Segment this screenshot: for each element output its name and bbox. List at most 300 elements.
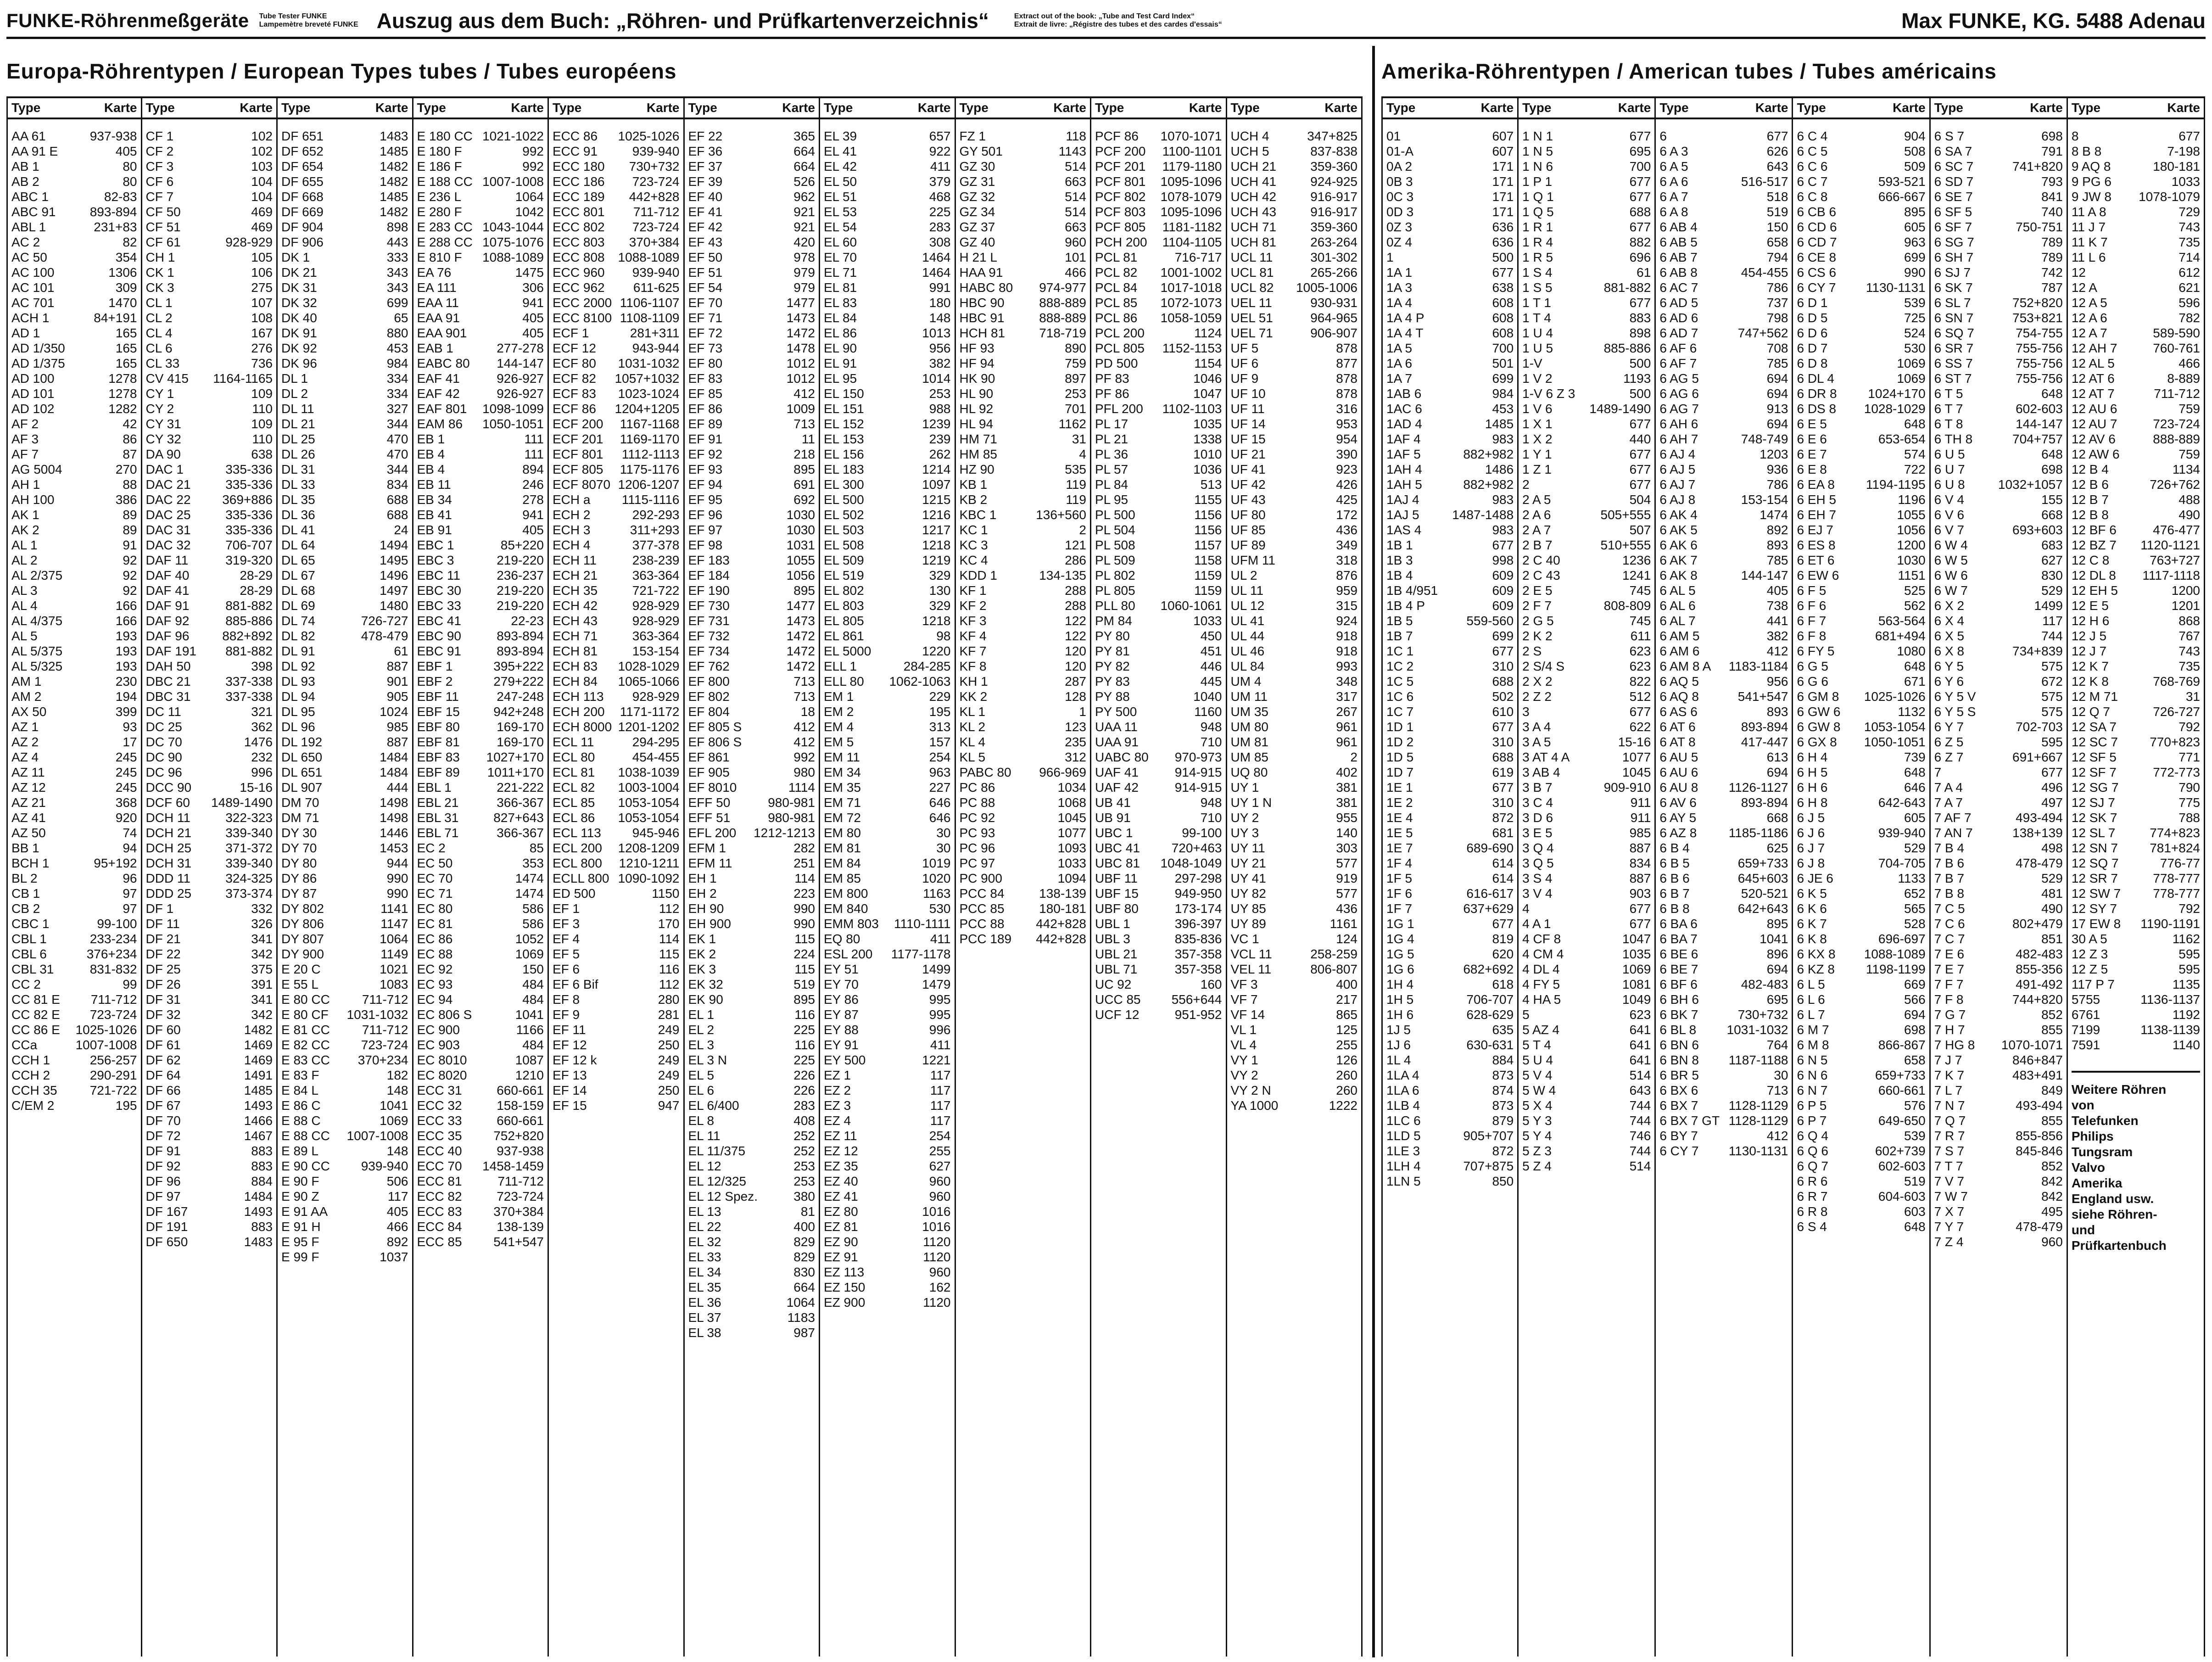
tube-type: EL 38	[688, 1326, 721, 1340]
tube-type: 1H 6	[1386, 1007, 1414, 1022]
test-card-number: 371-372	[225, 841, 273, 855]
test-card-number: 808-809	[1603, 599, 1651, 613]
test-card-number: 1048-1049	[1160, 856, 1222, 870]
test-card-number: 398	[251, 659, 273, 673]
tube-row	[281, 310, 408, 325]
tube-row	[688, 795, 816, 810]
tube-type: PL 57	[1095, 462, 1128, 476]
tube-row	[1386, 916, 1514, 931]
tube-row	[1797, 780, 1925, 795]
tube-type: KL 4	[959, 735, 986, 749]
test-card-number: 962	[793, 190, 815, 204]
tube-type: 6 T 8	[1934, 417, 1963, 431]
tube-type: 1 T 4	[1522, 311, 1551, 325]
test-card-number: 744	[1629, 1144, 1651, 1158]
tube-row	[11, 522, 137, 537]
test-card-number: 866-867	[1878, 1038, 1926, 1052]
tube-row	[146, 250, 273, 265]
tube-row	[1797, 341, 1925, 356]
tube-type: UF 11	[1230, 402, 1265, 416]
tube-type: 12 AT 6	[2071, 371, 2115, 386]
test-card-number: 1200	[1897, 538, 1926, 552]
test-card-number: 1171-1172	[620, 705, 680, 719]
test-card-number: 24	[394, 523, 408, 537]
tube-type: EL 22	[688, 1220, 721, 1234]
tube-row	[146, 674, 273, 689]
test-card-number: 646	[1904, 780, 1926, 795]
tube-type: PCL 85	[1095, 296, 1138, 310]
europe-column	[1091, 96, 1227, 1656]
tube-type: EF 40	[688, 190, 723, 204]
test-card-number: 278	[522, 492, 544, 507]
test-card-number: 1120	[923, 1295, 951, 1309]
test-card-number: 928-929	[632, 689, 680, 704]
tube-row	[1934, 1158, 2063, 1174]
tube-row	[1797, 553, 1925, 568]
test-card-number: 481	[2041, 886, 2063, 901]
tube-type: DF 31	[145, 992, 181, 1007]
tube-row	[1095, 871, 1222, 886]
tube-type: E 283 CC	[417, 220, 473, 234]
tube-type: DF 26	[145, 977, 181, 991]
test-card-number: 1072-1073	[1160, 296, 1222, 310]
tube-type: E 80 CC	[281, 992, 330, 1007]
tube-row	[417, 750, 544, 765]
tube-type: EF 861	[688, 750, 730, 764]
tube-row	[1659, 795, 1788, 810]
tube-type: 5 AZ 4	[1522, 1023, 1560, 1037]
tube-type: AC 50	[11, 250, 47, 264]
test-card-number: 961	[1336, 735, 1357, 749]
test-card-number: 1083	[380, 977, 408, 991]
tube-row	[1797, 477, 1925, 492]
tube-row	[1386, 1128, 1514, 1143]
tube-type: AD 101	[11, 386, 55, 401]
tube-row	[1659, 734, 1788, 750]
tube-row	[146, 644, 273, 659]
tube-type: DAF 92	[145, 614, 190, 628]
tube-row	[1659, 810, 1788, 825]
column-header	[1519, 96, 1654, 119]
test-card-number: 1193	[1623, 371, 1651, 386]
test-card-number: 1483	[380, 129, 408, 143]
tube-row	[1797, 946, 1925, 962]
note-line: Prüfkartenbuch	[2071, 1238, 2167, 1253]
test-card-number: 1021-1022	[482, 129, 544, 143]
tube-type: ECF 80	[553, 356, 596, 370]
tube-type: 12 J 7	[2071, 644, 2107, 658]
test-card-number: 369+886	[222, 492, 273, 507]
test-card-number: 603	[1904, 1204, 1926, 1219]
tube-row	[146, 1234, 273, 1249]
tube-row	[417, 1068, 544, 1083]
test-card-number: 235	[1065, 735, 1086, 749]
tube-type: E 83 F	[281, 1068, 319, 1082]
tube-row	[824, 492, 951, 507]
test-card-number: 224	[793, 947, 815, 961]
test-card-number: 921	[793, 205, 815, 219]
test-card-number: 315	[1336, 599, 1357, 613]
tube-type: DC 90	[145, 750, 182, 764]
test-card-number: 1035	[1622, 947, 1651, 961]
tube-row	[1522, 477, 1651, 492]
tube-type: CCH 1	[11, 1053, 50, 1067]
tube-row	[1386, 204, 1514, 219]
tube-row	[2072, 280, 2200, 295]
tube-type: DY 30	[281, 826, 317, 840]
tube-type: 1B 4/951	[1386, 583, 1438, 598]
tube-row	[281, 598, 408, 613]
tube-row	[281, 174, 408, 189]
tube-type: PL 805	[1095, 583, 1135, 598]
tube-row	[417, 553, 544, 568]
tube-row	[1522, 507, 1651, 522]
tube-type: CY 32	[145, 432, 181, 446]
tube-row	[1231, 507, 1358, 522]
test-card-number: 793	[2041, 174, 2063, 189]
tube-row	[960, 674, 1087, 689]
test-card-number: 1192	[2172, 1007, 2200, 1022]
tube-type: PC 900	[959, 871, 1002, 885]
test-card-number: 255	[929, 1144, 951, 1158]
tube-row	[1095, 401, 1222, 416]
tube-type: 6 C 8	[1797, 190, 1828, 204]
tube-type: DF 668	[281, 190, 324, 204]
tube-row	[146, 356, 273, 371]
test-card-number: 1477	[786, 296, 815, 310]
tube-type: EL 153	[824, 432, 864, 446]
tube-row	[1797, 235, 1925, 250]
tube-type: 1H 5	[1386, 992, 1414, 1007]
test-card-number: 939-940	[632, 144, 680, 158]
tube-type: UBL 71	[1095, 962, 1138, 976]
test-card-number: 1024	[380, 705, 408, 719]
page-header	[6, 5, 2206, 39]
test-card-number: 417-447	[1741, 735, 1788, 749]
tube-row	[1934, 1083, 2063, 1098]
tube-type: UCH 4	[1230, 129, 1269, 143]
tube-row	[1095, 568, 1222, 583]
tube-type: PL 17	[1095, 417, 1128, 431]
tube-row	[1522, 856, 1651, 871]
tube-row	[1231, 356, 1358, 371]
tube-type: 5 T 4	[1522, 1038, 1551, 1052]
tube-type: 1 X 2	[1522, 432, 1553, 446]
tube-row	[417, 477, 544, 492]
tube-row	[11, 613, 137, 628]
tube-type: 6 AM 8 A	[1659, 659, 1711, 673]
test-card-number: 688	[1629, 205, 1651, 219]
tube-row	[417, 962, 544, 977]
tube-row	[11, 750, 137, 765]
tube-type: 6 BA 6	[1659, 917, 1698, 931]
tube-type: EC 80	[417, 901, 453, 916]
tube-type: 6 AJ 4	[1659, 447, 1696, 461]
test-card-number: 979	[793, 265, 815, 280]
test-card-number: 960	[2041, 1235, 2063, 1249]
test-card-number: 937-938	[89, 129, 137, 143]
test-card-number: 895	[1904, 205, 1926, 219]
test-card-number: 539	[1904, 1129, 1926, 1143]
test-card-number: 613	[1766, 750, 1788, 764]
test-card-number: 763+727	[2150, 553, 2200, 567]
tube-type: 1C 7	[1386, 705, 1414, 719]
tube-row	[688, 704, 816, 719]
test-card-number: 1486	[1485, 462, 1514, 476]
test-card-number: 985	[1629, 826, 1651, 840]
tube-type: EBF 11	[417, 689, 459, 704]
tube-row	[824, 295, 951, 310]
tube-type: 7 HG 8	[1934, 1038, 1975, 1052]
tube-type: 6 TH 8	[1934, 432, 1973, 446]
tube-type: 6 F 6	[1797, 599, 1827, 613]
tube-type: AM 2	[11, 689, 42, 704]
test-card-number: 363-364	[632, 629, 680, 643]
tube-type: EM 800	[824, 886, 868, 901]
test-card-number: 436	[1336, 523, 1357, 537]
tube-type: 12 AW 6	[2071, 447, 2120, 461]
test-card-number: 539	[1904, 296, 1926, 310]
tube-row	[688, 219, 816, 235]
test-card-number: 440	[1629, 432, 1651, 446]
tube-row	[1797, 1022, 1925, 1037]
tube-row	[11, 507, 137, 522]
tube-row	[1386, 644, 1514, 659]
tube-type: EL 81	[824, 280, 857, 295]
test-card-number: 901	[386, 674, 408, 688]
tube-type: PC 92	[959, 811, 995, 825]
test-card-number: 659+733	[1875, 1068, 1926, 1082]
note-line: Tungsram	[2071, 1145, 2133, 1159]
america-column	[2068, 96, 2205, 1656]
tube-row	[553, 401, 680, 416]
tube-type: 6 S 7	[1934, 129, 1965, 143]
tube-row	[1095, 765, 1222, 780]
test-card-number: 4	[1079, 447, 1086, 461]
tube-row	[1659, 462, 1788, 477]
tube-row	[1095, 886, 1222, 901]
tube-row	[11, 992, 137, 1007]
test-card-number: 995	[929, 1007, 951, 1022]
tube-row	[1522, 537, 1651, 553]
test-card-number: 116	[659, 962, 680, 976]
tube-type: 7 C 7	[1934, 932, 1965, 946]
test-card-number: 303	[1336, 841, 1357, 855]
tube-row	[1231, 174, 1358, 189]
tube-type: 6 SE 7	[1934, 190, 1973, 204]
europe-column	[6, 96, 142, 1656]
test-card-number: 623	[1629, 659, 1651, 673]
test-card-number: 827+643	[493, 811, 544, 825]
tube-type: UEL 71	[1230, 326, 1273, 340]
test-card-number: 898	[1629, 326, 1651, 340]
tube-type: GZ 34	[959, 205, 995, 219]
test-card-number: 991	[929, 280, 951, 295]
tube-row	[1386, 689, 1514, 704]
test-card-number: 1097	[922, 477, 951, 492]
test-card-number: 115	[794, 932, 815, 946]
tube-row	[824, 659, 951, 674]
test-card-number: 1007-1008	[482, 174, 544, 189]
tube-row	[1797, 977, 1925, 992]
test-card-number: 575	[2041, 689, 2063, 704]
test-card-number: 736	[251, 356, 273, 370]
tube-row	[281, 401, 408, 416]
tube-row	[11, 810, 137, 825]
test-card-number: 681	[1492, 826, 1514, 840]
tube-row	[960, 280, 1087, 295]
test-card-number: 1210-1211	[619, 856, 680, 870]
tube-type: 12 BZ 7	[2071, 538, 2117, 552]
test-card-number: 879	[1492, 1114, 1514, 1128]
tube-type: PD 500	[1095, 356, 1138, 370]
tube-row	[281, 1037, 408, 1052]
tube-row	[281, 447, 408, 462]
tube-type: UF 5	[1230, 341, 1259, 355]
tube-row	[960, 750, 1087, 765]
tube-row	[2072, 265, 2200, 280]
test-card-number: 382	[1766, 629, 1788, 643]
tube-row	[417, 840, 544, 856]
test-card-number: 648	[1904, 417, 1926, 431]
tube-list	[417, 129, 544, 1249]
tube-row	[824, 280, 951, 295]
tube-row	[146, 553, 273, 568]
test-card-number: 442+828	[629, 190, 680, 204]
tube-row	[688, 553, 816, 568]
tube-type: EAA 901	[417, 326, 467, 340]
tube-type: UY 1	[1230, 780, 1259, 795]
tube-row	[146, 492, 273, 507]
tube-row	[1797, 719, 1925, 734]
tube-row	[1659, 1143, 1788, 1158]
test-card-number: 412	[1766, 1129, 1788, 1143]
tube-row	[417, 977, 544, 992]
tube-list	[1231, 129, 1358, 1113]
tube-type: 6 K 6	[1797, 901, 1827, 916]
tube-row	[824, 1158, 951, 1174]
test-card-number: 677	[1629, 477, 1651, 492]
tube-row	[1231, 1007, 1358, 1022]
test-card-number: 893-894	[89, 205, 137, 219]
tube-type: KF 1	[959, 583, 987, 598]
test-card-number: 1203	[1760, 447, 1788, 461]
tube-row	[553, 977, 680, 992]
tube-row	[146, 1083, 273, 1098]
note-line: von	[2071, 1098, 2095, 1112]
tube-type: 6 SR 7	[1934, 341, 1974, 355]
test-card-number: 677	[1629, 417, 1651, 431]
test-card-number: 1069	[1622, 962, 1651, 976]
test-card-number: 442+828	[1036, 917, 1086, 931]
tube-row	[960, 598, 1087, 613]
tube-row	[146, 780, 273, 795]
tube-type: DL 25	[281, 432, 315, 446]
tube-row	[824, 219, 951, 235]
tube-type: DF 97	[145, 1189, 181, 1203]
test-card-number: 405	[386, 1204, 408, 1219]
test-card-number: 111	[524, 447, 544, 461]
tube-type: 6 AK 5	[1659, 523, 1698, 537]
tube-row	[1231, 977, 1358, 992]
test-card-number: 637+629	[1463, 901, 1514, 916]
tube-row	[1386, 522, 1514, 537]
tube-row	[11, 219, 137, 235]
tube-type: AZ 1	[11, 720, 39, 734]
tube-type: EL 83	[824, 296, 857, 310]
test-card-number: 1201	[2171, 599, 2200, 613]
tube-type: 6 K 7	[1797, 917, 1827, 931]
tube-row	[688, 1037, 816, 1052]
tube-type: EBL 1	[417, 780, 452, 795]
tube-type: DAF 11	[145, 553, 189, 567]
test-card-number: 514	[1629, 1159, 1651, 1173]
tube-type: EC 2	[417, 841, 446, 855]
test-card-number: 887	[1629, 871, 1651, 885]
tube-type: 9 AQ 8	[2071, 159, 2111, 173]
tube-row	[960, 341, 1087, 356]
test-card-number: 180-181	[2153, 159, 2200, 173]
tube-type: ECC 808	[553, 250, 605, 264]
tube-type: KF 2	[959, 599, 987, 613]
tube-type: 6 C 7	[1797, 174, 1828, 189]
test-card-number: 1130-1131	[1866, 280, 1926, 295]
tube-type: HL 92	[959, 402, 994, 416]
tube-type: ECL 85	[553, 795, 595, 810]
tube-row	[1522, 1098, 1651, 1113]
tube-type: UEL 11	[1230, 296, 1272, 310]
tube-row	[2072, 931, 2200, 946]
test-card-number: 317	[1336, 689, 1357, 704]
test-card-number: 1196	[1898, 492, 1926, 507]
tube-row	[1386, 129, 1514, 144]
tube-row	[417, 644, 544, 659]
tube-row	[11, 1007, 137, 1022]
tube-type: ECC 35	[417, 1129, 462, 1143]
test-card-number: 911	[1630, 811, 1651, 825]
test-card-number: 1241	[1622, 568, 1651, 582]
tube-row	[1386, 477, 1514, 492]
tube-type: DY 806	[281, 917, 324, 931]
test-card-number: 1055	[1897, 508, 1926, 522]
test-card-number: 660-661	[497, 1114, 544, 1128]
tube-type: EZ 1	[824, 1068, 851, 1082]
tube-type: 6 BY 7	[1659, 1129, 1698, 1143]
tube-type: PF 86	[1095, 386, 1129, 401]
test-card-number: 1159	[1194, 583, 1222, 598]
tube-row	[11, 659, 137, 674]
tube-type: 6 JE 6	[1797, 871, 1833, 885]
test-card-number: 468	[929, 190, 951, 204]
tube-row	[688, 492, 816, 507]
tube-row	[417, 795, 544, 810]
test-card-number: 988	[929, 402, 951, 416]
test-card-number: 541+547	[1737, 689, 1788, 704]
test-card-number: 881-882	[225, 644, 273, 658]
test-card-number: 752+820	[2012, 296, 2063, 310]
test-card-number: 380	[793, 1189, 815, 1203]
test-card-number: 231+83	[94, 220, 137, 234]
tube-type: DC 25	[145, 720, 182, 734]
tube-row	[824, 840, 951, 856]
test-card-number: 86	[123, 432, 137, 446]
tube-row	[417, 825, 544, 840]
test-card-number: 333	[386, 250, 408, 264]
test-card-number: 755-756	[2016, 371, 2063, 386]
test-card-number: 664	[793, 159, 815, 173]
test-card-number: 508	[1904, 144, 1926, 158]
tube-row	[553, 628, 680, 644]
